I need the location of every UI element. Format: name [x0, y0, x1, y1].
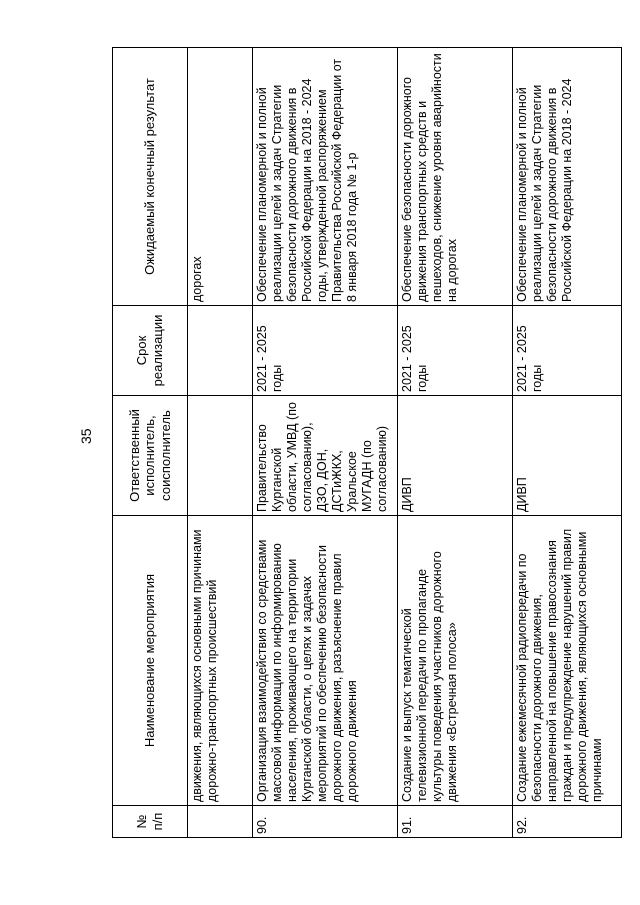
- cell-term: 2021 - 2025 годы: [398, 306, 513, 396]
- header-executor: Ответственный исполнитель, соисполнитель: [113, 396, 188, 516]
- cell-num: [188, 806, 253, 838]
- cell-executor: ДИВП: [398, 396, 513, 516]
- cell-result: дорогах: [188, 48, 253, 306]
- cell-executor: ДИВП: [513, 396, 622, 516]
- cell-num: 90.: [253, 806, 398, 838]
- cell-executor: Правительство Курганской области, УМВД (по согласованию), ДЗО, ДОН, ДСТиЖКХ, Уральское МУГАДН (по согласованию): [253, 396, 398, 516]
- cell-num: 92.: [513, 806, 622, 838]
- cell-name: Организация взаимодействия со средствами массовой информации по информированию населения, проживающего на территории Курганской области, о целях и задачах мероприятий по обеспечению безопасности дорожного движения, разъяснение правил дорожного движения: [253, 516, 398, 806]
- cell-term: 2021 - 2025 годы: [253, 306, 398, 396]
- cell-result: Обеспечение планомерной и полной реализации целей и задач Стратегии безопасности дорожного движения в Российской Федерации на 2018 - 2024: [513, 48, 622, 306]
- table-row: [188, 48, 253, 838]
- cell-name: Создание ежемесячной радиопередачи по безопасности дорожного движения, направленной на повышение правосознания граждан и предупреждение нарушений правил дорожного движения, являющихся основными причинами: [513, 516, 622, 806]
- cell-num: 91.: [398, 806, 513, 838]
- table-header-row: [113, 48, 188, 838]
- cell-result: Обеспечение безопасности дорожного движения транспортных средств и пешеходов, снижение уровня аварийности на дорогах: [398, 48, 513, 306]
- table-row: [253, 48, 398, 838]
- rotated-table-container: [112, 48, 612, 838]
- cell-name: Создание и выпуск тематической телевизионной передачи по пропаганде культуры поведения участников дорожного движения «Встречная полоса»: [398, 516, 513, 806]
- header-num: № п/п: [113, 806, 188, 838]
- cell-name: движения, являющихся основными причинами дорожно-транспортных происшествий: [188, 516, 253, 806]
- header-term: Срок реализации: [113, 306, 188, 396]
- cell-term: [188, 306, 253, 396]
- cell-result: Обеспечение планомерной и полной реализации целей и задач Стратегии безопасности дорожного движения в Российской Федерации на 2018 - 2024 годы, утвержденной распоряжением Правительства Российской Федерации от 8 января 2018 года № 1-р: [253, 48, 398, 306]
- table-row: [513, 48, 622, 838]
- measures-table: [112, 47, 622, 838]
- table-row: [398, 48, 513, 838]
- page-number: 35: [78, 428, 94, 444]
- header-name: Наименование мероприятия: [113, 516, 188, 806]
- cell-executor: [188, 396, 253, 516]
- cell-term: 2021 - 2025 годы: [513, 306, 622, 396]
- header-result: Ожидаемый конечный результат: [113, 48, 188, 306]
